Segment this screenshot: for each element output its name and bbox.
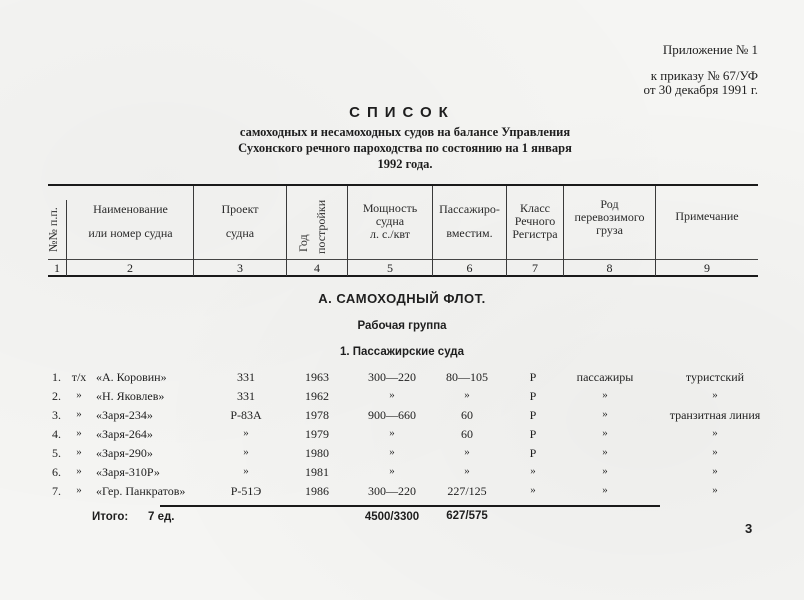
- vessel-year: 1981: [305, 465, 329, 479]
- vessel-cargo: »: [602, 408, 608, 420]
- vessel-year: 1986: [305, 484, 329, 498]
- column-number: 6: [466, 261, 473, 275]
- row-number: 5.: [52, 446, 61, 460]
- row-number: 2.: [52, 389, 61, 403]
- header-passengers: [433, 203, 506, 240]
- vessel-note: »: [712, 446, 718, 458]
- subtitle-line-3: 1992 года.: [377, 157, 433, 171]
- header-name-line-2: или номер судна: [88, 226, 173, 240]
- vessel-note: »: [712, 389, 718, 401]
- vessel-passengers: 60: [461, 427, 473, 441]
- appendix-reference: [644, 43, 759, 97]
- vessel-passengers: 227/125: [447, 484, 487, 498]
- vessel-type: »: [76, 465, 82, 477]
- vessel-power: 900—660: [368, 408, 416, 422]
- vessel-power: »: [389, 389, 395, 401]
- vessel-passengers: »: [464, 446, 470, 458]
- vessel-project: 331: [237, 370, 255, 384]
- header-project-line-2: судна: [225, 226, 255, 240]
- total-label: Итого:: [92, 511, 129, 523]
- column-number: 9: [704, 261, 710, 275]
- vessel-register-class: Р: [529, 408, 537, 422]
- vessel-register-class: »: [530, 484, 536, 496]
- appendix-number: Приложение № 1: [662, 42, 758, 57]
- header-name: [68, 203, 193, 240]
- vessel-power: 300—220: [368, 484, 416, 498]
- column-number-rule: [48, 259, 758, 260]
- vessel-project: »: [243, 465, 249, 477]
- total-rule: [160, 505, 660, 507]
- vessel-note: »: [712, 465, 718, 477]
- header-class-line-1: Класс: [520, 201, 550, 215]
- table-top-rule: [48, 184, 758, 186]
- header-power-line-1: Мощность: [362, 201, 418, 215]
- vessel-register-class: Р: [529, 370, 537, 384]
- vessel-cargo: пассажиры: [576, 370, 634, 384]
- section-heading-subgroup: 1. Пассажирские суда: [339, 346, 465, 358]
- vessel-register-class: Р: [529, 389, 537, 403]
- subtitle-line-2: Сухонского речного пароходства по состоянию на 1 января: [238, 141, 572, 155]
- vessel-name: «Гер. Панкратов»: [96, 484, 186, 498]
- column-number: 4: [314, 261, 320, 275]
- vessel-project: »: [243, 446, 249, 458]
- header-cargo-line-1: Род: [600, 197, 619, 211]
- vessel-cargo: »: [602, 465, 608, 477]
- vessel-type: »: [76, 408, 82, 420]
- page-number: 3: [745, 521, 753, 536]
- header-register-class: [507, 202, 563, 241]
- column-number: 8: [606, 261, 613, 275]
- vessel-note: транзитная линия: [669, 408, 761, 422]
- vessel-year: 1962: [305, 389, 329, 403]
- vessel-year: 1979: [305, 427, 329, 441]
- column-number: 3: [237, 261, 243, 275]
- header-year-2: постройки: [314, 199, 328, 254]
- vessel-name: «Заря-264»: [96, 427, 153, 441]
- header-class-line-2: Речного: [514, 214, 556, 228]
- order-date: от 30 декабря 1991 г.: [643, 82, 758, 97]
- vessel-project: Р-83А: [230, 408, 262, 422]
- header-class-line-3: Регистра: [512, 227, 558, 241]
- vessel-project: »: [243, 427, 249, 439]
- header-passengers-line-1: Пассажиро-: [439, 202, 500, 216]
- row-number: 7.: [52, 484, 61, 498]
- vessel-cargo: »: [602, 389, 608, 401]
- header-number: №№ п.п.: [46, 207, 60, 252]
- vessel-power: »: [389, 465, 395, 477]
- vessel-power: »: [389, 446, 395, 458]
- section-heading-fleet: А. САМОХОДНЫЙ ФЛОТ.: [318, 291, 486, 306]
- order-reference: к приказу № 67/УФ: [650, 68, 758, 83]
- vessel-passengers: »: [464, 465, 470, 477]
- vessel-year: 1980: [305, 446, 329, 460]
- column-number: 5: [387, 261, 393, 275]
- vessel-type: »: [76, 389, 82, 401]
- row-number: 1.: [52, 370, 61, 384]
- header-project-line-1: Проект: [221, 202, 259, 216]
- vessel-passengers: »: [464, 389, 470, 401]
- vessel-register-class: Р: [529, 427, 537, 441]
- header-power-line-3: л. с./квт: [369, 227, 411, 241]
- row-number: 6.: [52, 465, 61, 479]
- vessel-name: «А. Коровин»: [96, 370, 167, 384]
- total-power: 4500/3300: [364, 511, 420, 523]
- subtitle-line-1: самоходных и несамоходных судов на балансе Управления: [239, 125, 571, 139]
- column-number: 7: [532, 261, 538, 275]
- row-number: 4.: [52, 427, 61, 441]
- header-year-1: Год: [296, 234, 310, 252]
- vessel-name: «Заря-290»: [96, 446, 153, 460]
- header-project: [194, 203, 286, 240]
- header-passengers-line-2: вместим.: [446, 226, 493, 240]
- vessel-year: 1963: [305, 370, 329, 384]
- vessel-register-class: »: [530, 465, 536, 477]
- header-name-line-1: Наименование: [93, 202, 168, 216]
- vessel-type: т/х: [71, 370, 87, 384]
- row-number: 3.: [52, 408, 61, 422]
- vessel-name: «Н. Яковлев»: [96, 389, 165, 403]
- header-power-line-2: судна: [375, 214, 405, 228]
- header-cargo-line-3: груза: [596, 223, 623, 237]
- column-number: 1: [54, 261, 60, 275]
- vessel-cargo: »: [602, 427, 608, 439]
- vessel-cargo: »: [602, 484, 608, 496]
- vessel-register-class: Р: [529, 446, 537, 460]
- vessel-note: туристский: [685, 370, 745, 384]
- header-note: Примечание: [675, 209, 739, 223]
- vessel-project: 331: [237, 389, 255, 403]
- vessel-type: »: [76, 446, 82, 458]
- vessel-type: »: [76, 427, 82, 439]
- vessel-type: »: [76, 484, 82, 496]
- vessel-name: «Заря-234»: [96, 408, 153, 422]
- total-count: 7 ед.: [148, 511, 175, 523]
- total-passengers: 627/575: [446, 510, 488, 522]
- vessel-name: «Заря-310Р»: [96, 465, 160, 479]
- vessel-note: »: [712, 427, 718, 439]
- header-cargo-line-2: перевозимого: [574, 210, 645, 224]
- header-power: [348, 202, 432, 241]
- section-heading-group: Рабочая группа: [357, 320, 447, 332]
- column-number: 2: [127, 261, 133, 275]
- vessel-note: »: [712, 484, 718, 496]
- header-cargo: [564, 198, 655, 237]
- document-title: СПИСОК: [349, 104, 455, 121]
- vessel-power: 300—220: [368, 370, 416, 384]
- vessel-project: Р-51Э: [230, 484, 262, 498]
- vessel-passengers: 60: [461, 408, 473, 422]
- vessel-year: 1978: [305, 408, 329, 422]
- vessel-passengers: 80—105: [446, 370, 488, 384]
- document-subtitle: [180, 124, 630, 172]
- vessel-cargo: »: [602, 446, 608, 458]
- vessel-power: »: [389, 427, 395, 439]
